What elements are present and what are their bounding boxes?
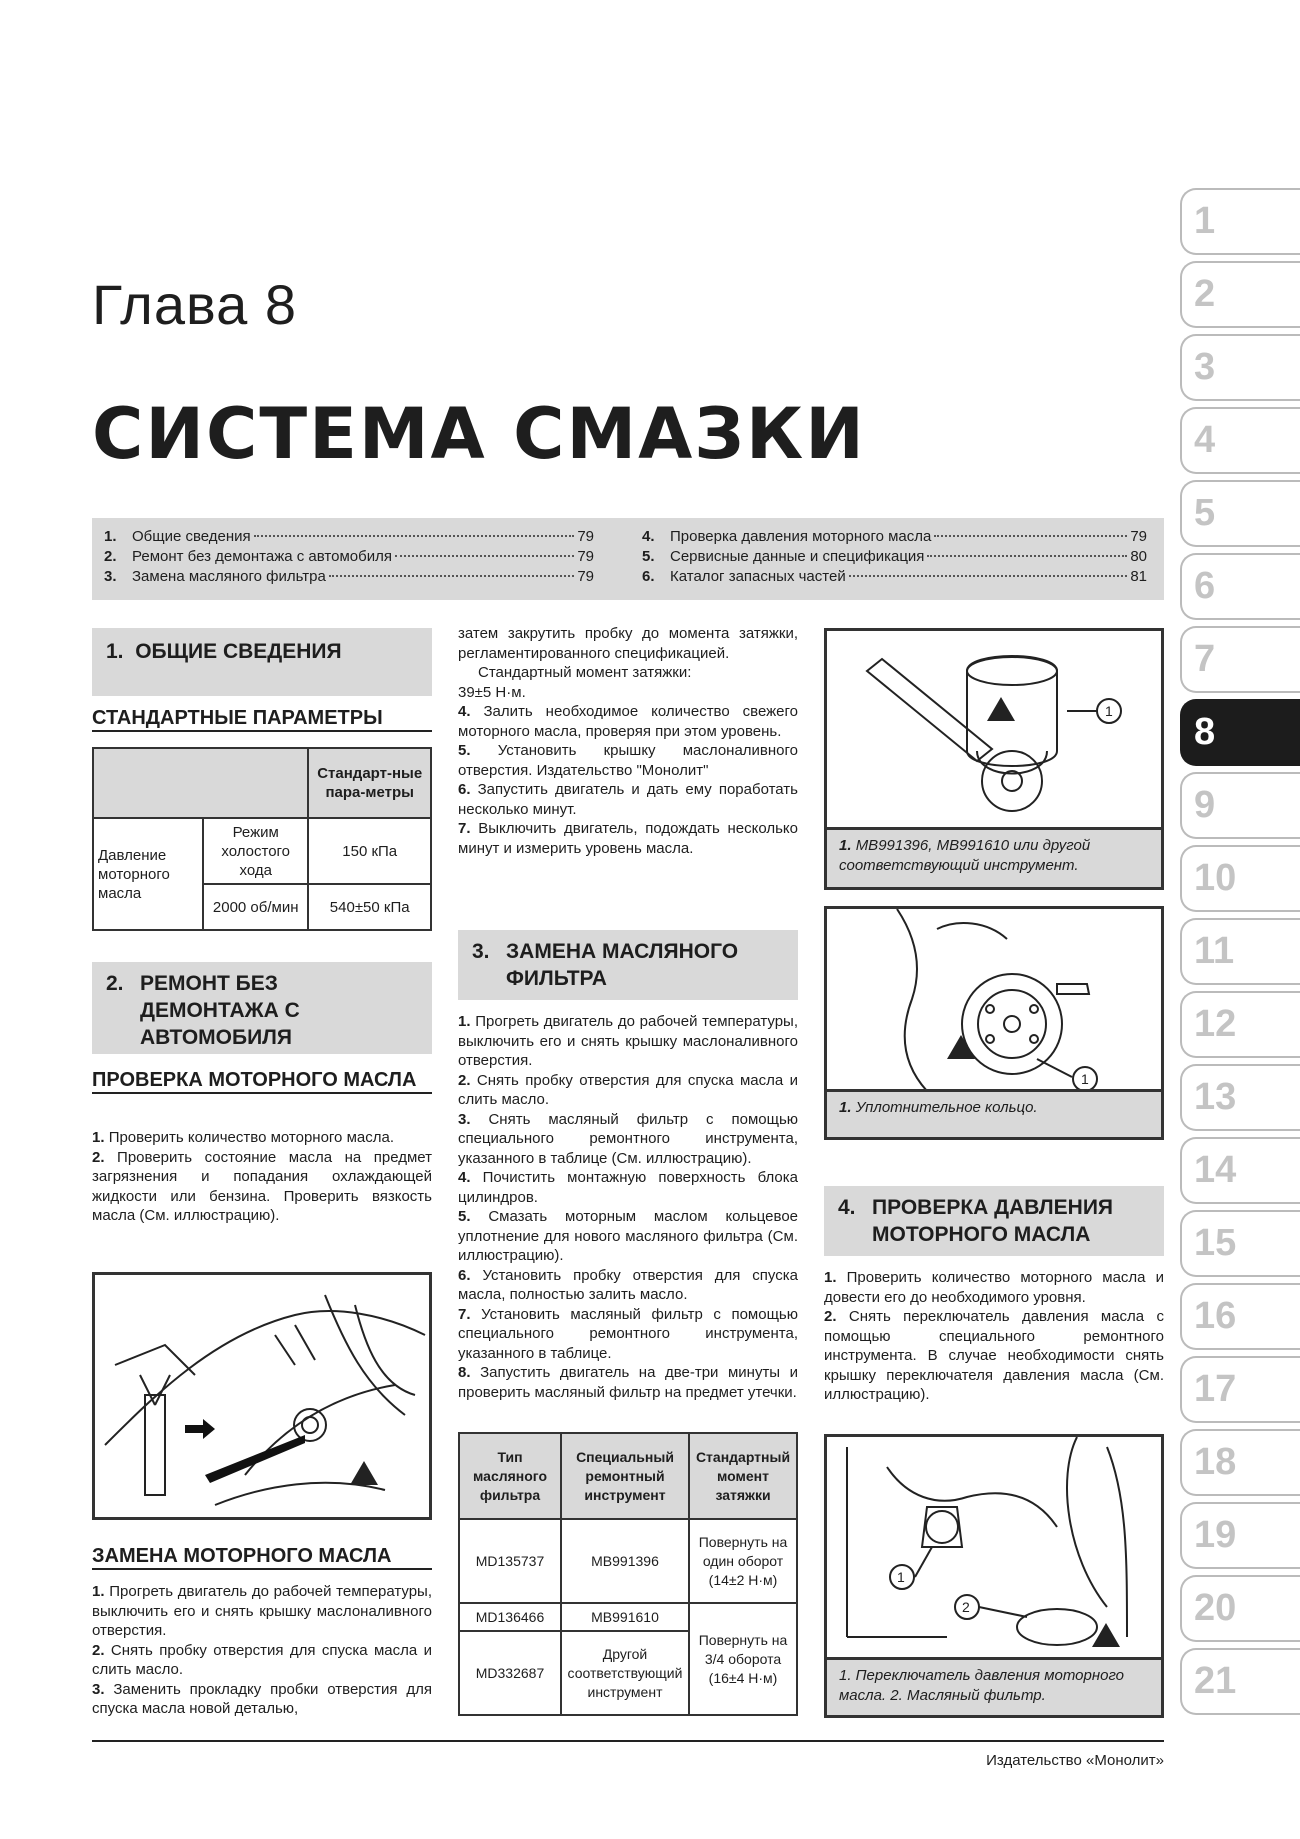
tool-cell: MB991396	[561, 1519, 689, 1603]
step: 4. Почистить монтажную поверхность блока цилиндров.	[458, 1169, 798, 1206]
continuation-text: затем закрутить пробку до момента затяжки, регламентированного спецификацией.	[458, 625, 798, 662]
tool-cell: MB991610	[561, 1603, 689, 1631]
chapter-tab-21[interactable]: 21	[1180, 1648, 1300, 1715]
section-title: РЕМОНТ БЕЗ ДЕМОНТАЖА С АВТОМОБИЛЯ	[140, 972, 300, 1049]
toc-number: 2.	[104, 548, 117, 565]
value-cell: 150 кПа	[308, 818, 431, 884]
step: 2. Снять пробку отверстия для спуска масла и слить масло.	[92, 1641, 433, 1678]
oil-check-illustration	[92, 1272, 432, 1520]
toc-label: Общие сведения	[132, 528, 251, 545]
toc-number: 6.	[642, 568, 655, 585]
step: 5. Установить крышку маслоналивного отверстия. Издательство "Монолит"	[458, 742, 798, 779]
section-number: 2.	[106, 972, 124, 995]
toc-page: 81	[1130, 568, 1147, 585]
step: 2. Проверить состояние масла на предмет загрязнения и попадания охлаждающей жидкости или бензина. Проверить вязкость масла (См. иллюстрацию).	[92, 1148, 432, 1224]
chapter-tab-17[interactable]: 17	[1180, 1356, 1300, 1423]
chapter-tab-8[interactable]: 8	[1180, 699, 1300, 766]
table-header-cell: Тип масляного фильтра	[459, 1433, 561, 1519]
section-title: ЗАМЕНА МАСЛЯНОГО ФИЛЬТРА	[506, 940, 739, 990]
filter-type-cell: MD135737	[459, 1519, 561, 1603]
torque-cell: Повернуть на 3/4 оборота (16±4 Н·м)	[689, 1603, 797, 1715]
toc-label: Сервисные данные и спецификация	[670, 548, 925, 565]
seal-ring-drawing	[827, 909, 1161, 1091]
tool-cell: Другой соответствующий инструмент	[561, 1631, 689, 1715]
mode-cell: Режим холостого хода	[203, 818, 308, 884]
section-title: ПРОВЕРКА ДАВЛЕНИЯ МОТОРНОГО МАСЛА	[872, 1196, 1114, 1246]
step: 7. Выключить двигатель, подождать несколько минут и измерить уровень масла.	[458, 820, 798, 857]
toc-item[interactable]	[104, 568, 594, 588]
check-oil-heading: ПРОВЕРКА МОТОРНОГО МАСЛА	[92, 1068, 432, 1094]
toc-leader	[329, 575, 574, 577]
filter-replacement-text	[458, 1012, 798, 1402]
toc-label: Замена масляного фильтра	[132, 568, 326, 585]
table-of-contents	[92, 518, 1164, 600]
toc-item[interactable]	[104, 548, 594, 568]
section-1-heading	[92, 628, 432, 696]
check-oil-text	[92, 1128, 432, 1226]
chapter-tab-2[interactable]: 2	[1180, 261, 1300, 328]
callout-number: 1	[1105, 703, 1113, 719]
step: 3. Заменить прокладку пробки отверстия для спуска масла новой деталью,	[92, 1680, 432, 1717]
table-header-cell: Специальный ремонтный инструмент	[561, 1433, 689, 1519]
engine-pressure-switch-drawing	[827, 1437, 1161, 1657]
toc-left-column	[104, 528, 594, 588]
section-3-heading	[458, 930, 798, 1000]
figure-caption: 1. Уплотнительное кольцо.	[827, 1089, 1161, 1137]
footer-rule	[92, 1740, 1164, 1742]
replace-oil-text	[92, 1582, 432, 1719]
pressure-check-text	[824, 1268, 1164, 1405]
figure-caption: 1. MB991396, MB991610 или другой соответствующий инструмент.	[827, 827, 1161, 887]
toc-item[interactable]	[104, 528, 594, 548]
toc-leader	[849, 575, 1128, 577]
toc-page: 79	[577, 568, 594, 585]
toc-item[interactable]	[642, 528, 1147, 548]
step: 1. Проверить количество моторного масла и довести его до необходимого уровня.	[824, 1269, 1164, 1306]
step: 1. Прогреть двигатель до рабочей температуры, выключить его и снять крышку маслоналивного отверстия.	[458, 1013, 798, 1069]
replace-oil-continued	[458, 624, 798, 858]
section-title: ОБЩИЕ СВЕДЕНИЯ	[135, 640, 342, 663]
step: 8. Запустить двигатель на две-три минуты и проверить масляный фильтр на предмет утечки.	[458, 1364, 799, 1401]
section-number: 3.	[472, 940, 490, 963]
step: 7. Установить масляный фильтр с помощью специального ремонтного инструмента, указанного в таблице.	[458, 1305, 798, 1362]
filter-tools-table	[458, 1432, 798, 1716]
chapter-tab-14[interactable]: 14	[1180, 1137, 1300, 1204]
torque-value: 39±5 Н·м.	[458, 683, 526, 701]
chapter-tab-1[interactable]: 1	[1180, 188, 1300, 255]
torque-spec: Стандартный момент затяжки:	[478, 664, 692, 681]
publisher-footer: Издательство «Монолит»	[986, 1752, 1164, 1769]
chapter-tab-11[interactable]: 11	[1180, 918, 1300, 985]
chapter-tab-4[interactable]: 4	[1180, 407, 1300, 474]
step: 1. Прогреть двигатель до рабочей температуры, выключить его и снять крышку маслоналивного отверстия.	[92, 1583, 432, 1639]
step: 3. Снять масляный фильтр с помощью специального ремонтного инструмента, указанного в таблице (См. иллюстрацию).	[458, 1110, 799, 1167]
toc-leader	[934, 535, 1127, 537]
chapter-tab-9[interactable]: 9	[1180, 772, 1300, 839]
table-corner-cell	[93, 748, 308, 818]
value-cell: 540±50 кПа	[308, 884, 431, 930]
toc-number: 1.	[104, 528, 117, 545]
chapter-tab-18[interactable]: 18	[1180, 1429, 1300, 1496]
step: 6. Запустить двигатель и дать ему поработать несколько минут.	[458, 781, 798, 818]
step: 6. Установить пробку отверстия для спуска масла, полностью залить масло.	[458, 1266, 798, 1303]
chapter-tab-3[interactable]: 3	[1180, 334, 1300, 401]
toc-right-column	[642, 528, 1147, 588]
callout-number: 1	[897, 1569, 905, 1585]
seal-ring-illustration	[824, 906, 1164, 1140]
filter-type-cell: MD136466	[459, 1603, 561, 1631]
toc-page: 79	[577, 528, 594, 545]
section-number: 4.	[838, 1196, 856, 1219]
filter-wrench-illustration	[824, 628, 1164, 890]
toc-label: Проверка давления моторного масла	[670, 528, 932, 545]
figure-caption: 1. Переключатель давления моторного масла. 2. Масляный фильтр.	[827, 1657, 1161, 1715]
section-number: 1.	[106, 640, 124, 663]
chapter-tab-6[interactable]: 6	[1180, 553, 1300, 620]
chapter-tab-7[interactable]: 7	[1180, 626, 1300, 693]
step: 1. Проверить количество моторного масла.	[92, 1129, 394, 1146]
torque-cell: Повернуть на один оборот (14±2 Н·м)	[689, 1519, 797, 1603]
table-header-cell: Стандартный момент затяжки	[689, 1433, 797, 1519]
pressure-switch-illustration	[824, 1434, 1164, 1718]
table-header-cell: Стандарт-ные пара-метры	[308, 748, 431, 818]
step: 5. Смазать моторным маслом кольцевое уплотнение для нового масляного фильтра (См. иллюстрацию).	[458, 1208, 799, 1264]
filter-wrench-drawing	[827, 631, 1161, 827]
step: 2. Снять переключатель давления масла с помощью специального ремонтного инструмента. В случае необходимости снять крышку переключателя давления масла (См. иллюстрацию).	[824, 1308, 1164, 1403]
toc-leader	[254, 535, 575, 537]
step: 2. Снять пробку отверстия для спуска масла и слить масло.	[458, 1071, 799, 1108]
chapter-tab-16[interactable]: 16	[1180, 1283, 1300, 1350]
page-title: СИСТЕМА СМАЗКИ	[92, 393, 866, 475]
std-params-table	[92, 747, 432, 931]
mode-cell: 2000 об/мин	[203, 884, 308, 930]
toc-page: 80	[1130, 548, 1147, 565]
toc-page: 79	[1130, 528, 1147, 545]
toc-leader	[395, 555, 574, 557]
toc-page: 79	[577, 548, 594, 565]
toc-number: 3.	[104, 568, 117, 585]
toc-item[interactable]	[642, 548, 1147, 568]
chapter-tab-20[interactable]: 20	[1180, 1575, 1300, 1642]
callout-number: 1	[1081, 1071, 1089, 1087]
chapter-tab-5[interactable]: 5	[1180, 480, 1300, 547]
toc-label: Ремонт без демонтажа с автомобиля	[132, 548, 392, 565]
callout-number: 2	[962, 1599, 970, 1615]
chapter-label: Глава 8	[92, 273, 297, 336]
std-params-heading: СТАНДАРТНЫЕ ПАРАМЕТРЫ	[92, 706, 432, 732]
chapter-tab-13[interactable]: 13	[1180, 1064, 1300, 1131]
engine-dipstick-drawing	[95, 1275, 429, 1517]
step: 4. Залить необходимое количество свежего моторного масла, проверяя при этом уровень.	[458, 703, 798, 740]
chapter-tab-19[interactable]: 19	[1180, 1502, 1300, 1569]
section-4-heading	[824, 1186, 1164, 1256]
param-name-cell: Давление моторного масла	[93, 818, 203, 930]
toc-number: 5.	[642, 548, 655, 565]
section-2-heading	[92, 962, 432, 1054]
chapter-tab-12[interactable]: 12	[1180, 991, 1300, 1058]
replace-oil-heading: ЗАМЕНА МОТОРНОГО МАСЛА	[92, 1544, 432, 1570]
chapter-tab-10[interactable]: 10	[1180, 845, 1300, 912]
toc-leader	[927, 555, 1127, 557]
toc-item[interactable]	[642, 568, 1147, 588]
toc-number: 4.	[642, 528, 655, 545]
filter-type-cell: MD332687	[459, 1631, 561, 1715]
chapter-tab-15[interactable]: 15	[1180, 1210, 1300, 1277]
toc-label: Каталог запасных частей	[670, 568, 846, 585]
